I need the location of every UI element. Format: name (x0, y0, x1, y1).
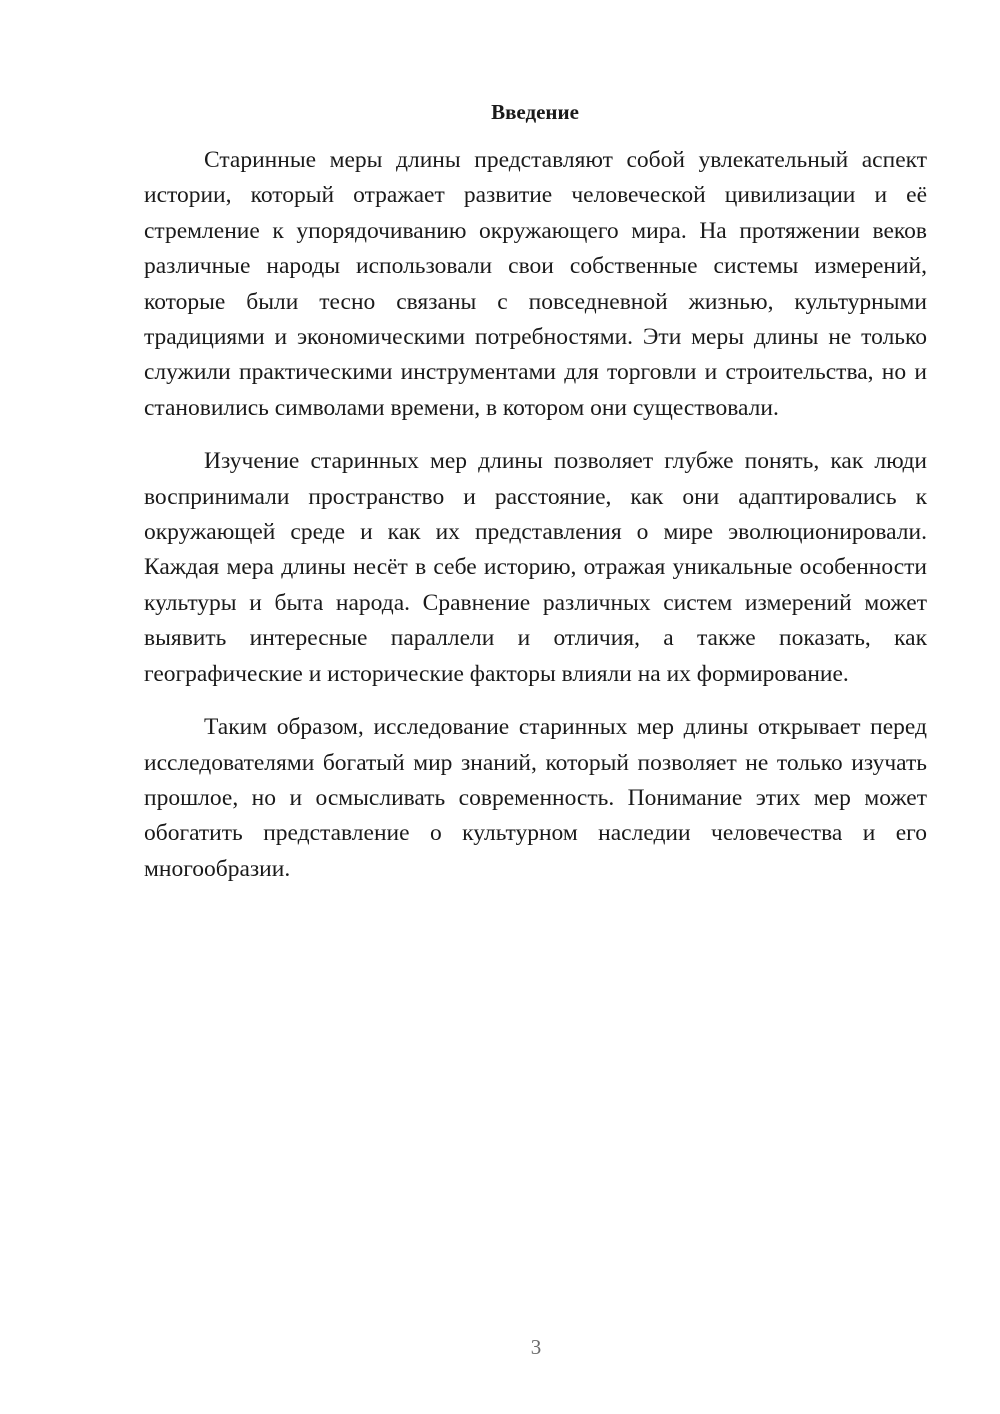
paragraph-2: Изучение старинных мер длины позволяет глубже понять, как люди воспринимали пространство и расстояние, как они адаптировались к окружающей среде и как их представления о мире эволюционировали. Каждая мера длины несёт в себе историю, отражая уникальные особенности культуры и быта народа. Сравнение различных систем измерений может выявить интересные параллели и отличия, а также показать, как географические и исторические факторы влияли на их формирование. (144, 448, 927, 687)
paragraph-3: Таким образом, исследование старинных мер длины открывает перед исследователями богатый мир знаний, который позволяет не только изучать прошлое, но и осмысливать современность. Понимание этих мер может обогатить представление о культурном наследии человечества и его многообразии. (144, 714, 927, 882)
page-title: Введение (491, 100, 579, 124)
body-text (144, 143, 927, 887)
page-number: 3 (530, 1335, 542, 1359)
paragraph-1: Старинные меры длины представляют собой увлекательный аспект истории, который отражает развитие человеческой цивилизации и её стремление к упорядочиванию окружающего мира. На протяжении веков различные народы использовали свои собственные системы измерений, которые были тесно связаны с повседневной жизнью, культурными традициями и экономическими потребностями. Эти меры длины не только служили практическими инструментами для торговли и строительства, но и становились символами времени, в котором они существовали. (144, 147, 927, 421)
